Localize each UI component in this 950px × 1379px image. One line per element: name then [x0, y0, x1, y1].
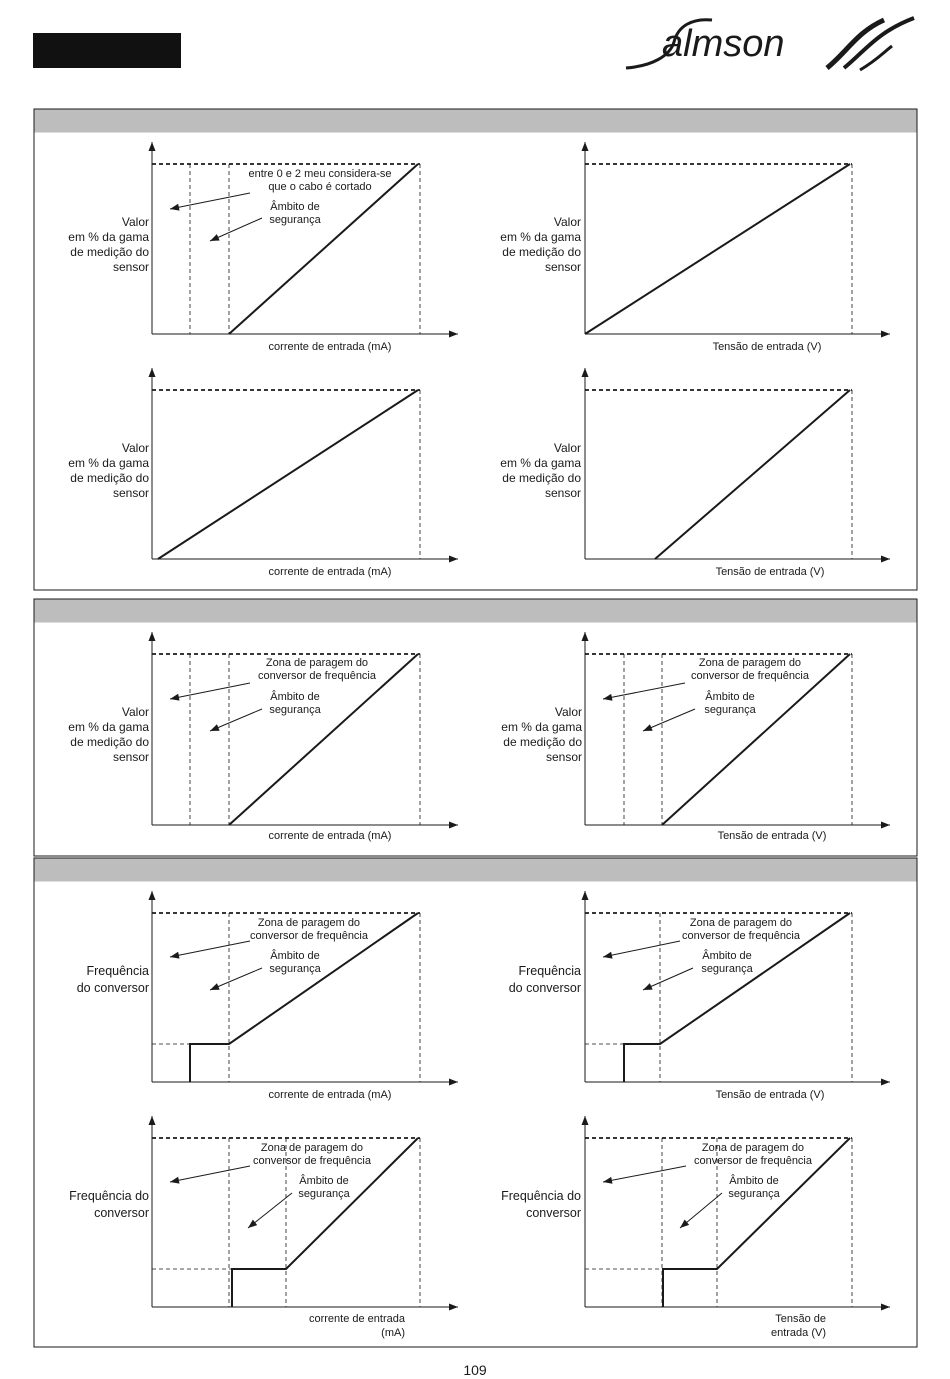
svg-text:almson: almson	[662, 23, 785, 65]
y-axis	[149, 891, 156, 1082]
y-axis-label: Valor em % da gama de medição do sensor	[68, 705, 149, 764]
chart-3-1	[77, 891, 458, 1101]
response-curve	[158, 390, 418, 559]
chart-2-2	[501, 632, 890, 842]
y-axis-label: Valor em % da gama de medição do sensor	[501, 705, 582, 764]
x-axis-label: Tensão de entrada (V)	[770, 1313, 826, 1339]
chart-1-2	[500, 142, 890, 353]
x-axis	[585, 556, 890, 563]
x-axis-label: Tensão de entrada (V)	[715, 1089, 825, 1101]
stop-zone-arrow	[603, 683, 685, 701]
safety-range-arrow	[643, 968, 693, 990]
x-axis	[152, 1304, 458, 1311]
chart-1-3	[68, 368, 458, 578]
safety-range-note: Âmbito de segurança	[269, 950, 321, 975]
safety-range-arrow	[248, 1193, 292, 1228]
chart-1-1	[68, 142, 458, 353]
y-axis	[582, 632, 589, 825]
chart-3-3	[69, 1116, 458, 1339]
y-axis-label: Frequência do conversor	[508, 964, 581, 995]
stop-zone-note: Zona de paragem do conversor de frequência	[690, 657, 810, 682]
x-axis	[585, 331, 890, 338]
panel-header-bar	[35, 600, 917, 623]
x-axis	[152, 822, 458, 829]
y-axis	[582, 368, 589, 559]
safety-range-arrow	[210, 218, 262, 241]
x-axis	[585, 1079, 890, 1086]
x-axis	[152, 331, 458, 338]
safety-range-note: Âmbito de segurança	[269, 691, 321, 716]
response-curve	[585, 164, 850, 334]
response-curve	[655, 390, 850, 559]
x-axis-label: corrente de entrada (mA)	[308, 1313, 405, 1339]
stop-zone-note: Zona de paragem do conversor de frequência	[257, 657, 377, 682]
y-axis-label: Frequência do conversor	[69, 1189, 149, 1220]
x-axis	[585, 822, 890, 829]
x-axis	[152, 1079, 458, 1086]
panel-2	[34, 599, 917, 856]
safety-range-note: Âmbito de segurança	[728, 1175, 780, 1200]
stop-zone-arrow	[170, 683, 250, 701]
x-axis	[152, 556, 458, 563]
y-axis	[582, 142, 589, 334]
safety-range-note: Âmbito de segurança	[298, 1175, 350, 1200]
safety-range-note: Âmbito de segurança	[704, 691, 756, 716]
x-axis-label: corrente de entrada (mA)	[268, 830, 392, 842]
y-axis-label: Frequência do conversor	[501, 1189, 581, 1220]
stop-zone-arrow	[170, 941, 250, 959]
panel-frame	[34, 599, 917, 856]
x-axis	[585, 1304, 890, 1311]
y-axis-label: Valor em % da gama de medição do sensor	[68, 441, 149, 500]
stop-zone-note: Zona de paragem do conversor de frequência	[249, 917, 369, 942]
y-axis-label: Frequência do conversor	[76, 964, 149, 995]
y-axis	[582, 891, 589, 1082]
chart-2-1	[68, 632, 458, 842]
x-axis-label: corrente de entrada (mA)	[268, 341, 392, 353]
y-axis	[149, 632, 156, 825]
x-axis-label: corrente de entrada (mA)	[268, 1089, 392, 1101]
y-axis	[149, 1116, 156, 1307]
chart-3-2	[509, 891, 890, 1101]
y-axis	[582, 1116, 589, 1307]
safety-range-note: Âmbito de segurança	[701, 950, 753, 975]
panel-header-bar	[35, 110, 917, 133]
safety-range-arrow	[643, 709, 695, 731]
stop-zone-arrow	[170, 193, 250, 211]
y-axis-label: Valor em % da gama de medição do sensor	[68, 215, 149, 274]
stop-zone-arrow	[170, 1166, 250, 1184]
y-axis	[149, 142, 156, 334]
stop-zone-arrow	[603, 941, 680, 959]
x-axis-label: corrente de entrada (mA)	[268, 566, 392, 578]
x-axis-label: Tensão de entrada (V)	[715, 566, 825, 578]
page-number: 109	[463, 1362, 487, 1378]
panel-header-bar	[35, 859, 917, 882]
stop-zone-note: Zona de paragem do conversor de frequência	[681, 917, 801, 942]
stop-zone-arrow	[603, 1166, 686, 1184]
y-axis	[149, 368, 156, 559]
safety-range-arrow	[680, 1193, 722, 1228]
chart-3-4	[501, 1116, 890, 1339]
safety-range-arrow	[210, 709, 262, 731]
stop-zone-note: Zona de paragem do conversor de frequência	[693, 1142, 813, 1167]
chart-1-4	[500, 368, 890, 578]
x-axis-label: Tensão de entrada (V)	[717, 830, 827, 842]
safety-range-arrow	[210, 968, 262, 990]
stop-zone-note: entre 0 e 2 meu considera-se que o cabo é cortado	[248, 168, 392, 193]
y-axis-label: Valor em % da gama de medição do sensor	[500, 441, 581, 500]
safety-range-note: Âmbito de segurança	[269, 201, 321, 226]
y-axis-label: Valor em % da gama de medição do sensor	[500, 215, 581, 274]
x-axis-label: Tensão de entrada (V)	[712, 341, 822, 353]
stop-zone-note: Zona de paragem do conversor de frequência	[252, 1142, 372, 1167]
